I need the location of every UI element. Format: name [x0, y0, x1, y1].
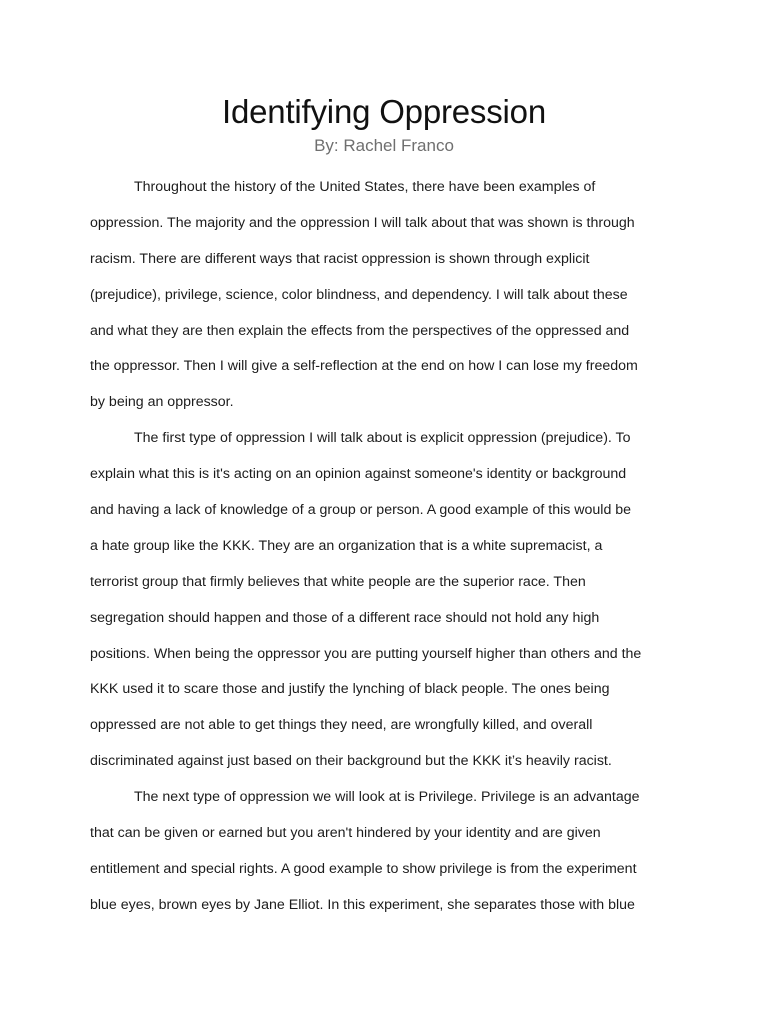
text-line: a hate group like the KKK. They are an organization that is a white supremacist, a	[90, 537, 603, 554]
text-line: by being an oppressor.	[90, 394, 234, 411]
document-byline: By: Rachel Franco	[314, 136, 454, 155]
text-line: oppressed are not able to get things they need, are wrongfully killed, and overall	[90, 717, 593, 734]
text-line: that can be given or earned but you aren't hindered by your identity and are given	[90, 825, 601, 842]
text-line: segregation should happen and those of a different race should not hold any high	[90, 609, 600, 626]
text-line: The next type of oppression we will look at is Privilege. Privilege is an advantage	[134, 789, 640, 806]
text-line: Throughout the history of the United States, there have been examples of	[134, 179, 596, 195]
text-line: racism. There are different ways that racist oppression is shown through explicit	[90, 250, 590, 267]
text-line: The first type of oppression I will talk about is explicit oppression (prejudice). To	[134, 430, 631, 447]
text-line: the oppressor. Then I will give a self-reflection at the end on how I can lose my freedom	[90, 358, 638, 375]
text-line: KKK used it to scare those and justify the lynching of black people. The ones being	[90, 681, 610, 698]
document-body	[90, 170, 690, 924]
text-line: and having a lack of knowledge of a group or person. A good example of this would be	[90, 502, 632, 519]
document-title: Identifying Oppression	[222, 93, 546, 130]
text-line: oppression. The majority and the oppression I will talk about that was shown is through	[90, 214, 635, 231]
text-line: terrorist group that firmly believes that white people are the superior race. Then	[90, 573, 586, 590]
text-line: entitlement and special rights. A good example to show privilege is from the experiment	[90, 860, 637, 877]
text-line: explain what this is it's acting on an opinion against someone's identity or background	[90, 466, 627, 483]
text-line: (prejudice), privilege, science, color blindness, and dependency. I will talk about these	[90, 286, 628, 303]
text-line: positions. When being the oppressor you are putting yourself higher than others and the	[90, 645, 642, 662]
text-line: blue eyes, brown eyes by Jane Elliot. In this experiment, she separates those with blue	[90, 896, 635, 913]
text-line: discriminated against just based on their background but the KKK it’s heavily racist.	[90, 753, 612, 770]
text-line: and what they are then explain the effects from the perspectives of the oppressed and	[90, 322, 630, 339]
